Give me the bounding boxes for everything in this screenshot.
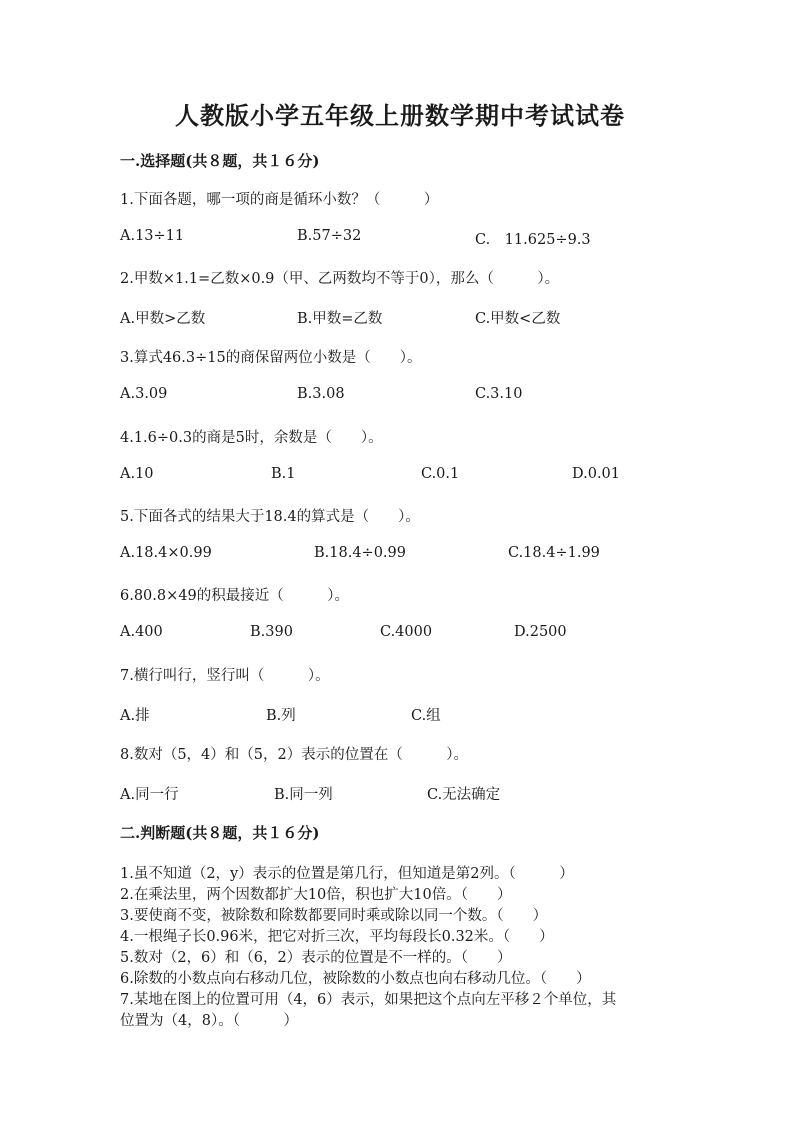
question-8: 8.数对（5，4）和（5，2）表示的位置在（ ）。: [120, 747, 468, 763]
question-3-option-b[interactable]: B.3.08: [297, 386, 345, 402]
question-1-option-c[interactable]: C. 11.625÷9.3: [475, 232, 591, 248]
question-5-option-a[interactable]: A.18.4×0.99: [120, 545, 212, 561]
page-title: 人教版小学五年级上册数学期中考试试卷: [175, 101, 625, 130]
tf-item-7-line-1: 7.某地在图上的位置可用（4，6）表示，如果把这个点向左平移２个单位，其: [120, 992, 617, 1008]
question-1: 1.下面各题，哪一项的商是循环小数？（ ）: [120, 192, 439, 208]
question-5: 5.下面各式的结果大于18.4的算式是（ ）。: [120, 509, 420, 525]
tf-item-7-line-2: 位置为（4，8）。（ ）: [120, 1013, 298, 1029]
question-2-option-c[interactable]: C.甲数<乙数: [475, 311, 561, 327]
question-8-option-a[interactable]: A.同一行: [120, 787, 179, 803]
question-2-option-b[interactable]: B.甲数=乙数: [297, 311, 383, 327]
question-4-option-d[interactable]: D.0.01: [572, 466, 621, 482]
tf-item-2: 2.在乘法里，两个因数都扩大10倍，积也扩大10倍。（ ）: [120, 887, 512, 903]
question-1-option-b[interactable]: B.57÷32: [297, 228, 362, 244]
tf-item-3: 3.要使商不变，被除数和除数都要同时乘或除以同一个数。（ ）: [120, 908, 548, 924]
question-8-option-b[interactable]: B.同一列: [274, 787, 333, 803]
section-heading-true-false: 二.判断题(共８题，共１６分): [120, 824, 320, 842]
question-6-option-c[interactable]: C.4000: [380, 624, 433, 640]
question-2-option-a[interactable]: A.甲数>乙数: [120, 311, 206, 327]
question-3-option-a[interactable]: A.3.09: [120, 386, 168, 402]
question-4-option-b[interactable]: B.1: [271, 466, 296, 482]
question-8-option-c[interactable]: C.无法确定: [427, 787, 501, 803]
tf-item-6: 6.除数的小数点向右移动几位，被除数的小数点也向右移动几位。（ ）: [120, 971, 591, 987]
question-6: 6.80.8×49的积最接近（ ）。: [120, 588, 349, 604]
question-4-option-c[interactable]: C.0.1: [421, 466, 460, 482]
question-6-option-b[interactable]: B.390: [250, 624, 293, 640]
question-4-option-a[interactable]: A.10: [120, 466, 154, 482]
question-2: 2.甲数×1.1=乙数×0.9（甲、乙两数均不等于0），那么（ ）。: [120, 271, 560, 287]
question-6-option-a[interactable]: A.400: [120, 624, 163, 640]
question-3-option-c[interactable]: C.3.10: [475, 386, 523, 402]
question-7: 7.横行叫行，竖行叫（ ）。: [120, 668, 330, 684]
section-heading-multiple-choice: 一.选择题(共８题，共１６分): [120, 152, 320, 170]
question-7-option-b[interactable]: B.列: [266, 708, 296, 724]
tf-item-1: 1.虽不知道（2，y）表示的位置是第几行，但知道是第2列。（ ）: [120, 866, 574, 882]
question-5-option-c[interactable]: C.18.4÷1.99: [508, 545, 600, 561]
question-7-option-a[interactable]: A.排: [120, 708, 150, 724]
question-4: 4.1.6÷0.3的商是5时，余数是（ ）。: [120, 430, 383, 446]
question-7-option-c[interactable]: C.组: [411, 708, 441, 724]
question-6-option-d[interactable]: D.2500: [514, 624, 567, 640]
question-1-option-a[interactable]: A.13÷11: [120, 228, 185, 244]
tf-item-5: 5.数对（2，6）和（6，2）表示的位置是不一样的。（ ）: [120, 950, 512, 966]
tf-item-4: 4.一根绳子长0.96米，把它对折三次，平均每段长0.32米。（ ）: [120, 929, 554, 945]
question-3: 3.算式46.3÷15的商保留两位小数是（ ）。: [120, 350, 422, 366]
question-5-option-b[interactable]: B.18.4÷0.99: [314, 545, 406, 561]
